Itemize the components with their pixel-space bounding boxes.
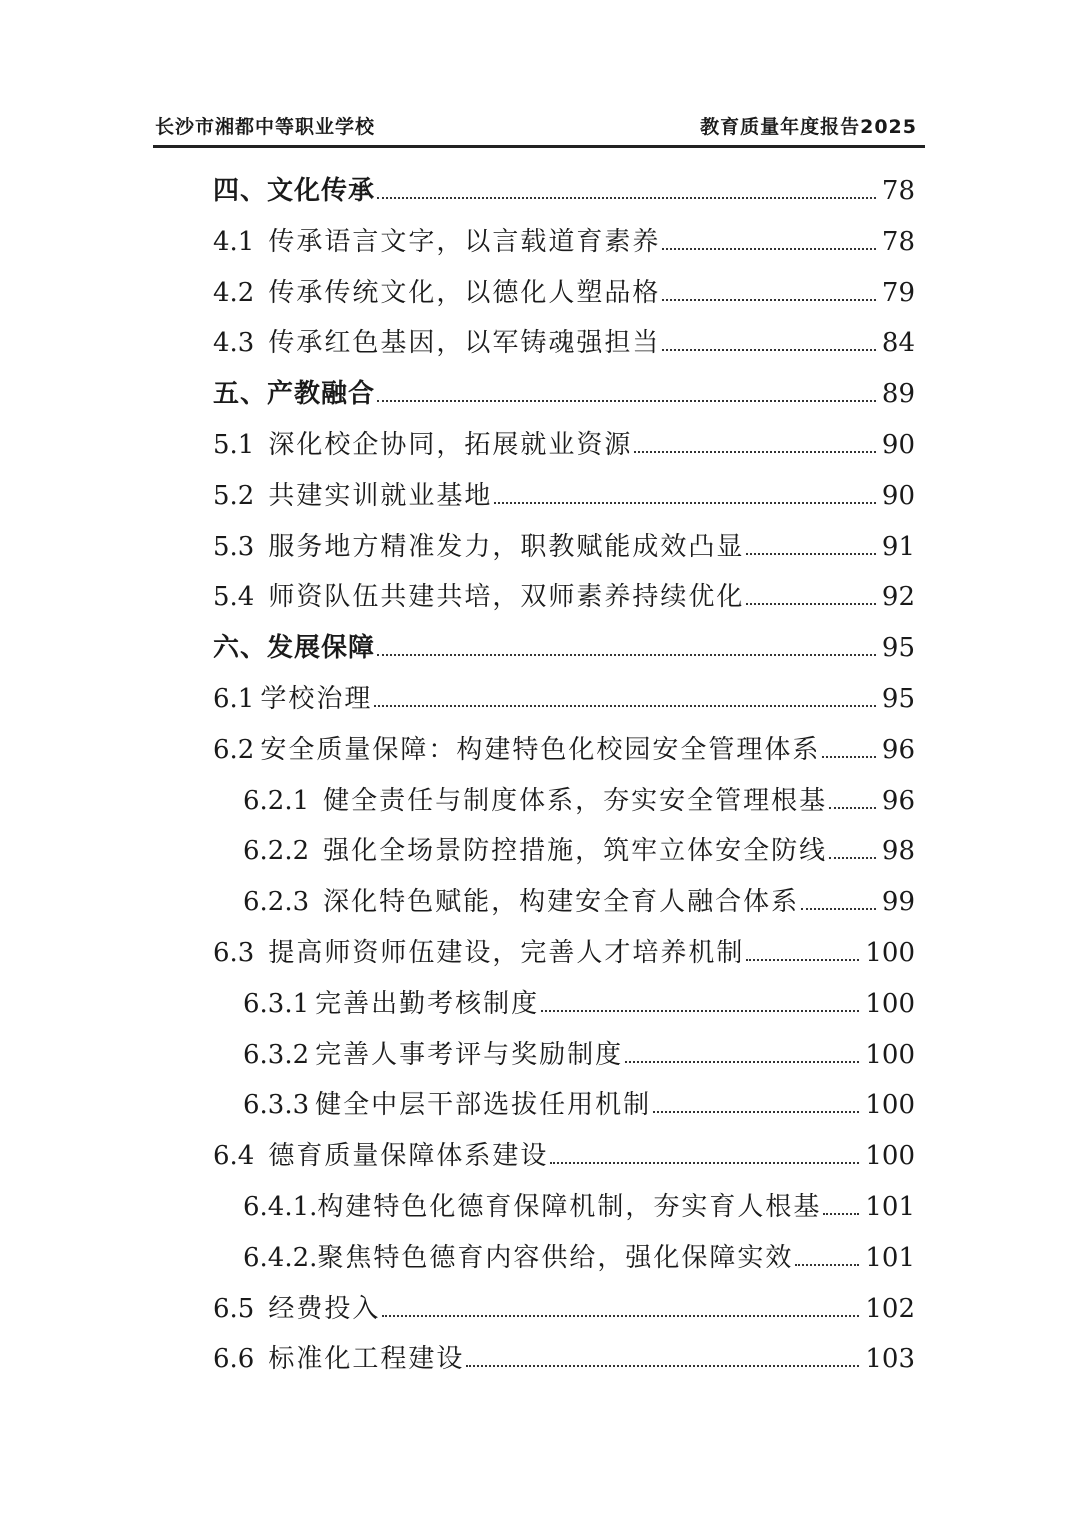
toc-entry-page: 100 — [865, 1090, 915, 1120]
toc-entry[interactable] — [243, 776, 915, 826]
toc-entry-title: 标准化工程建设 — [268, 1344, 465, 1374]
toc-entry[interactable] — [213, 318, 915, 368]
dot-leader — [801, 877, 876, 927]
dot-leader — [662, 217, 876, 267]
toc-entry-number: 6.4 — [213, 1141, 255, 1171]
toc-entry-title: 聚焦特色德育内容供给，强化保障实效 — [317, 1243, 794, 1273]
toc-entry-number: 6.3 — [213, 938, 255, 968]
dot-leader — [746, 572, 876, 622]
header-divider — [153, 145, 925, 148]
school-name: 长沙市湘都中等职业学校 — [155, 116, 376, 138]
toc-entry-title: 学校治理 — [260, 684, 373, 714]
toc-entry[interactable] — [213, 420, 915, 470]
toc-entry-number: 6.2.2 — [243, 836, 310, 866]
toc-entry[interactable] — [213, 166, 915, 216]
toc-entry-title: 提高师资师伍建设，完善人才培养机制 — [268, 938, 745, 968]
toc-entry[interactable] — [243, 1030, 915, 1080]
toc-entry-title: 六、发展保障 — [213, 633, 376, 663]
toc-entry-title: 传承传统文化，以德化人塑品格 — [268, 278, 661, 308]
toc-entry[interactable] — [213, 725, 915, 775]
toc-entry[interactable] — [213, 1284, 915, 1334]
toc-entry[interactable] — [213, 928, 915, 978]
dot-leader — [746, 522, 876, 572]
toc-entry-title: 四、文化传承 — [213, 176, 376, 206]
toc-entry-title: 传承红色基因，以军铸魂强担当 — [268, 328, 661, 358]
toc-entry[interactable] — [213, 217, 915, 267]
toc-entry[interactable] — [243, 1080, 915, 1130]
toc-entry-page: 91 — [881, 532, 915, 562]
toc-entry[interactable] — [243, 979, 915, 1029]
toc-entry-title: 德育质量保障体系建设 — [268, 1141, 549, 1171]
toc-entry-title: 健全责任与制度体系，夯实安全管理根基 — [323, 786, 828, 816]
toc-entry-number: 6.2.3 — [243, 887, 310, 917]
toc-entry-number: 5.4 — [213, 582, 255, 612]
toc-entry-number: 5.2 — [213, 481, 255, 511]
toc-entry-page: 98 — [881, 836, 915, 866]
toc-entry[interactable] — [213, 471, 915, 521]
toc-entry-page: 96 — [881, 786, 915, 816]
toc-entry-title: 深化校企协同，拓展就业资源 — [268, 430, 633, 460]
toc-entry-page: 78 — [881, 176, 915, 206]
dot-leader — [662, 318, 876, 368]
toc-entry-page: 101 — [865, 1192, 915, 1222]
toc-entry-number: 6.3.1 — [243, 989, 310, 1019]
toc-entry-title: 共建实训就业基地 — [268, 481, 493, 511]
toc-entry-title: 经费投入 — [268, 1294, 381, 1324]
toc-entry[interactable] — [243, 826, 915, 876]
dot-leader — [466, 1334, 859, 1384]
dot-leader — [662, 268, 876, 318]
toc-entry-number: 6.2.1 — [243, 786, 310, 816]
toc-entry-page: 96 — [881, 735, 915, 765]
toc-entry-page: 90 — [881, 430, 915, 460]
toc-entry[interactable] — [213, 268, 915, 318]
toc-entry[interactable] — [243, 1182, 915, 1232]
toc-entry-number: 4.2 — [213, 278, 255, 308]
toc-entry-number: 6.3.2 — [243, 1040, 310, 1070]
toc-entry-title: 五、产教融合 — [213, 379, 376, 409]
toc-entry-page: 100 — [865, 938, 915, 968]
dot-leader — [541, 979, 859, 1029]
dot-leader — [746, 928, 859, 978]
toc-entry-page: 95 — [881, 633, 915, 663]
dot-leader — [653, 1080, 859, 1130]
dot-leader — [377, 369, 876, 419]
toc-entry-title: 传承语言文字，以言载道育素养 — [268, 227, 661, 257]
toc-entry[interactable] — [243, 1233, 915, 1283]
toc-entry-title: 完善人事考评与奖励制度 — [315, 1040, 624, 1070]
dot-leader — [382, 1284, 859, 1334]
toc-entry-page: 99 — [881, 887, 915, 917]
toc-entry[interactable] — [213, 674, 915, 724]
toc-entry-page: 78 — [881, 227, 915, 257]
report-title: 教育质量年度报告2025 — [700, 116, 917, 138]
dot-leader — [829, 776, 876, 826]
dot-leader — [823, 1182, 859, 1232]
toc-entry[interactable] — [213, 1131, 915, 1181]
toc-entry-page: 103 — [865, 1344, 915, 1374]
toc-entry[interactable] — [213, 522, 915, 572]
dot-leader — [625, 1030, 859, 1080]
toc-entry-number: 6.4.1. — [243, 1192, 318, 1222]
toc-entry-title: 服务地方精准发力，职教赋能成效凸显 — [268, 532, 745, 562]
toc-entry[interactable] — [213, 623, 915, 673]
toc-entry-title: 深化特色赋能，构建安全育人融合体系 — [323, 887, 800, 917]
toc-entry[interactable] — [213, 369, 915, 419]
dot-leader — [829, 826, 876, 876]
toc-entry-number: 5.1 — [213, 430, 255, 460]
toc-entry-page: 84 — [881, 328, 915, 358]
toc-entry-number: 4.3 — [213, 328, 255, 358]
toc-entry-number: 6.6 — [213, 1344, 255, 1374]
toc-entry[interactable] — [213, 1334, 915, 1384]
toc-entry-title: 完善出勤考核制度 — [315, 989, 540, 1019]
toc-entry-title: 师资队伍共建共培，双师素养持续优化 — [268, 582, 745, 612]
toc-entry-number: 4.1 — [213, 227, 255, 257]
dot-leader — [377, 166, 876, 216]
toc-entry-page: 95 — [881, 684, 915, 714]
toc-entry-title: 健全中层干部选拔任用机制 — [315, 1090, 652, 1120]
toc-entry-page: 100 — [865, 989, 915, 1019]
toc-entry-page: 101 — [865, 1243, 915, 1273]
toc-entry-page: 100 — [865, 1040, 915, 1070]
toc-entry-page: 92 — [881, 582, 915, 612]
dot-leader — [634, 420, 876, 470]
toc-entry-number: 6.2 — [213, 735, 255, 765]
toc-entry-number: 6.3.3 — [243, 1090, 310, 1120]
toc-entry-page: 102 — [865, 1294, 915, 1324]
dot-leader — [550, 1131, 859, 1181]
page-header — [155, 112, 925, 142]
dot-leader — [377, 623, 876, 673]
toc-entry[interactable] — [243, 877, 915, 927]
toc-entry-number: 6.5 — [213, 1294, 255, 1324]
toc-entry-page: 89 — [881, 379, 915, 409]
toc-entry-page: 79 — [881, 278, 915, 308]
toc-entry-page: 90 — [881, 481, 915, 511]
toc-entry-title: 强化全场景防控措施，筑牢立体安全防线 — [323, 836, 828, 866]
dot-leader — [374, 674, 876, 724]
toc-entry-number: 6.1 — [213, 684, 255, 714]
toc-entry-title: 安全质量保障：构建特色化校园安全管理体系 — [260, 735, 821, 765]
toc-entry-number: 6.4.2. — [243, 1243, 318, 1273]
toc-entry-title: 构建特色化德育保障机制，夯实育人根基 — [317, 1192, 822, 1222]
toc-entry-page: 100 — [865, 1141, 915, 1171]
toc-entry-number: 5.3 — [213, 532, 255, 562]
dot-leader — [795, 1233, 859, 1283]
dot-leader — [822, 725, 876, 775]
dot-leader — [494, 471, 876, 521]
toc-entry[interactable] — [213, 572, 915, 622]
